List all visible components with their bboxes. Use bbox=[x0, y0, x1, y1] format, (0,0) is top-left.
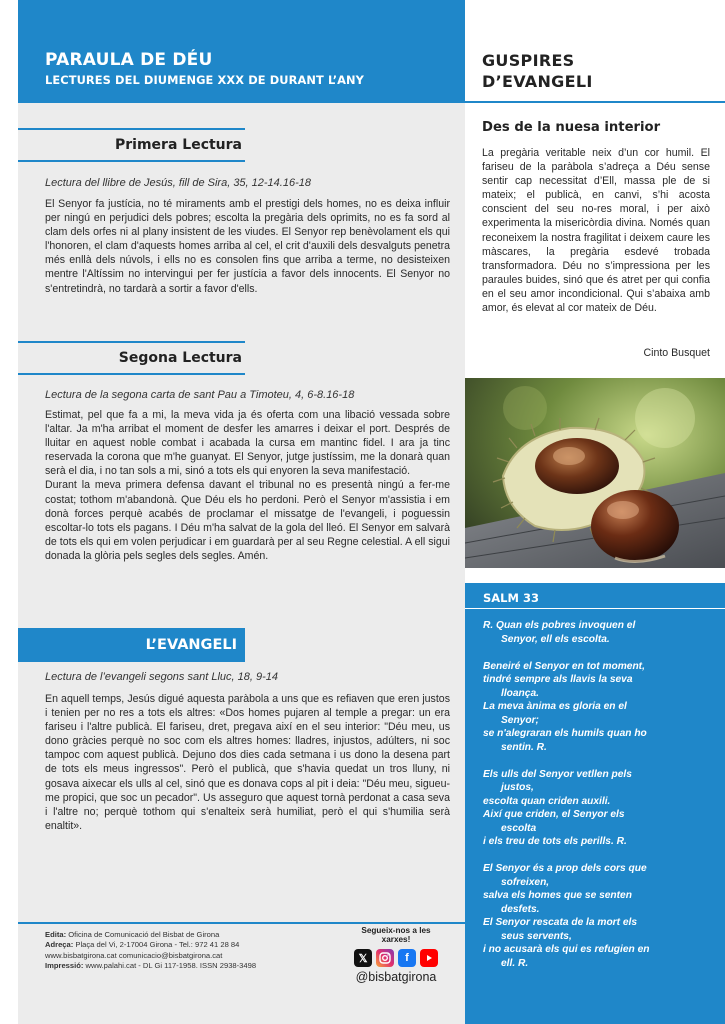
psalm-line: La meva ànima es gloria en el bbox=[483, 701, 627, 712]
gospel-text: En aquell temps, Jesús digué aquesta paràbola a uns que es refiaven que eren justos i tenien per no res a tots els altres: «Dos homes pujaren al temple a pregar: un era fariseu i l'altre publicà. El fariseu, dret, pregava així en el seu interior: "Déu meu, us dono gràcies perquè no soc com els altres homes: lladres, injustos, adúlters, ni soc tampoc com aquest publicà. Dejuno dos dies cada setmana i us dono la desena part de tots els meus ingressos". Però el publicà, que s'havia quedat un tros lluny, ni gosava aixecar els ulls al cel, sinó que es donava cops al pit i deia: "Déu meu, sigueu-me propici, que soc un pecador". Us asseguro que aquest tornà perdonat a casa seva i l'altre no; perquè tothom qui s'enalteix serà humiliat, però el qui s'humilia serà enaltit». bbox=[45, 693, 450, 832]
psalm-line bbox=[483, 646, 723, 660]
footer-web-link[interactable]: www.bisbatgirona.cat comunicacio@bisbatgirona.cat bbox=[45, 950, 223, 960]
psalm-line: seus servents, bbox=[501, 930, 572, 942]
second-reading-paragraph: Estimat, pel que fa a mi, la meva vida ja és oferta com una libació vessada sobre l'altar. Ja m'ha arribat el moment de desfer les amarres i deixar el port. Després de lluitar en aquest noble combat i acabada la cursa em mantinc fidel. I ara ja tinc reservada la corona que m'he guanyat. El Senyor, jutge justíssim, me la donarà quan serà el dia, i no tan sols a mi, sinó a tots els qui enyoren la seva manifestació. bbox=[45, 409, 450, 478]
page-subtitle: LECTURES DEL DIUMENGE XXX DE DURANT L’ANY bbox=[45, 73, 365, 87]
page-title: PARAULA DE DÉU bbox=[45, 50, 213, 70]
first-reading-heading: Primera Lectura bbox=[18, 128, 245, 162]
first-reading-text: El Senyor fa justícia, no té miraments amb el prestigi dels homes, no es deixa influir per ningú en perjudici dels pobres; escolta la pregària dels oprimits, no es fa sord al clam dels orfes ni al plany insistent de les viudes. El Senyor rep benèvolament els qui l'honoren, el clam d'aquests homes arriba al cel, el crit d'auxili dels desvalguts penetra més enllà dels núvols, i ells no es consolen fins que arriba a terme, no desisteixen mentre l'Altíssim no intervingui per fer justícia a favor dels innocents. El Senyor no s'entretindrà, no tardarà a sortir a favor d'ells. bbox=[45, 198, 450, 295]
x-icon[interactable]: 𝕏 bbox=[354, 949, 372, 967]
psalm-line: sentin. R. bbox=[501, 741, 547, 753]
follow-text: Segueix-nos a les xarxes! bbox=[361, 926, 431, 944]
psalm-divider bbox=[465, 608, 725, 609]
sidebar-author: Cinto Busquet bbox=[643, 347, 710, 359]
footer-credits: Edita: Oficina de Comunicació del Bisbat de Girona Adreça: Plaça del Vi, 2-17004 Girona - Tel.: 972 41 28 84 www.bisbatgirona.cat comunicacio@bisbatgirona.cat Impressió: www.palahi.cat - DL Gi 117-1958. ISSN 2938-3498 bbox=[45, 930, 315, 972]
psalm-line: Beneiré el Senyor en tot moment, bbox=[483, 660, 645, 672]
gospel-reference: Lectura de l’evangeli segons sant Lluc, 18, 9-14 bbox=[45, 671, 278, 683]
sidebar-divider bbox=[465, 101, 725, 103]
social-block bbox=[346, 926, 446, 984]
psalm-line: i els treu de tots els perills. R. bbox=[483, 836, 627, 847]
psalm-line: desfets. bbox=[501, 903, 540, 915]
psalm-line: sofreixen, bbox=[501, 876, 550, 888]
psalm-line: salva els homes que se senten bbox=[483, 890, 632, 901]
second-reading-paragraph: Durant la meva primera defensa davant el tribunal no es presentà ningú a fer-me costat; tothom m'abandonà. Que Déu els ho perdoni. Però el Senyor m'assistia i em donà forces perquè acabés de proclamar el missatge de l'evangeli, i poguessin escoltar-lo tots els pagans. I Déu m'ha salvat de la gola del lleó. El Senyor em salvarà de tots els qui em volen perjudicar i em guardarà per al seu Regne celestial. A ell sigui donada la glòria pels segles dels segles. Amén. bbox=[45, 479, 450, 562]
first-reading-reference: Lectura del llibre de Jesús, fill de Sira, 35, 12-14.16-18 bbox=[45, 177, 311, 189]
sidebar-title: GUSPIRES D’EVANGELI bbox=[482, 51, 593, 91]
psalm-line: se n'alegraran els humils quan ho bbox=[483, 728, 647, 739]
sidebar-text: La pregària veritable neix d’un cor humil. El fariseu de la paràbola s’adreça a Déu sense sentir cap necessitat d’Ell, massa ple de si mateix; el publicà, en canvi, s’hi acosta conscient del seu no-res moral, i per això experimenta la misericòrdia divina. Només quan reconeixem la nostra fragilitat i deixem caure les màscares, la pregària esdevé trobada transformadora. Déu no s’impressiona per les paraules buides, sinó que és atret per qui confia en el seu amor incondicional. Qui s’abaixa amb amor, és elevat al cor mateix de Déu. bbox=[482, 147, 710, 315]
psalm-line: ell. R. bbox=[501, 957, 529, 969]
psalm-lines bbox=[483, 619, 723, 970]
psalm-line: lloança. bbox=[501, 687, 539, 699]
psalm-title: SALM 33 bbox=[483, 591, 539, 605]
facebook-icon[interactable]: f bbox=[398, 949, 416, 967]
youtube-icon[interactable] bbox=[420, 949, 438, 967]
psalm-line: escolta bbox=[501, 822, 537, 834]
psalm-line: Senyor, ell els escolta. bbox=[501, 633, 610, 645]
psalm-line: Senyor; bbox=[501, 714, 539, 726]
social-handle[interactable]: @bisbatgirona bbox=[355, 970, 437, 984]
psalm-line bbox=[483, 754, 723, 768]
chestnut-photo bbox=[465, 378, 725, 568]
psalm-line: Així que criden, el Senyor els bbox=[483, 809, 625, 820]
psalm-line: i no acusarà els qui es refugien en bbox=[483, 944, 650, 955]
sidebar-subtitle: Des de la nuesa interior bbox=[482, 120, 661, 135]
psalm-line: Els ulls del Senyor vetllen pels bbox=[483, 768, 632, 780]
psalm-line: tindré sempre als llavis la seva bbox=[483, 674, 633, 685]
second-reading-reference: Lectura de la segona carta de sant Pau a Timoteu, 4, 6-8.16-18 bbox=[45, 389, 355, 401]
second-reading-text bbox=[45, 408, 450, 563]
page-header bbox=[18, 0, 465, 103]
second-reading-heading: Segona Lectura bbox=[18, 341, 245, 375]
psalm-line: justos, bbox=[501, 782, 534, 793]
gospel-heading: L’EVANGELI bbox=[18, 628, 245, 662]
psalm-panel bbox=[465, 583, 725, 1024]
psalm-line: El Senyor rescata de la mort els bbox=[483, 917, 638, 928]
footer-divider bbox=[18, 922, 465, 924]
psalm-line: escolta quan criden auxili. bbox=[483, 795, 611, 807]
instagram-icon[interactable] bbox=[376, 949, 394, 967]
psalm-line: R. Quan els pobres invoquen el bbox=[483, 620, 636, 631]
psalm-line: El Senyor és a prop dels cors que bbox=[483, 863, 647, 874]
psalm-line bbox=[483, 849, 723, 863]
